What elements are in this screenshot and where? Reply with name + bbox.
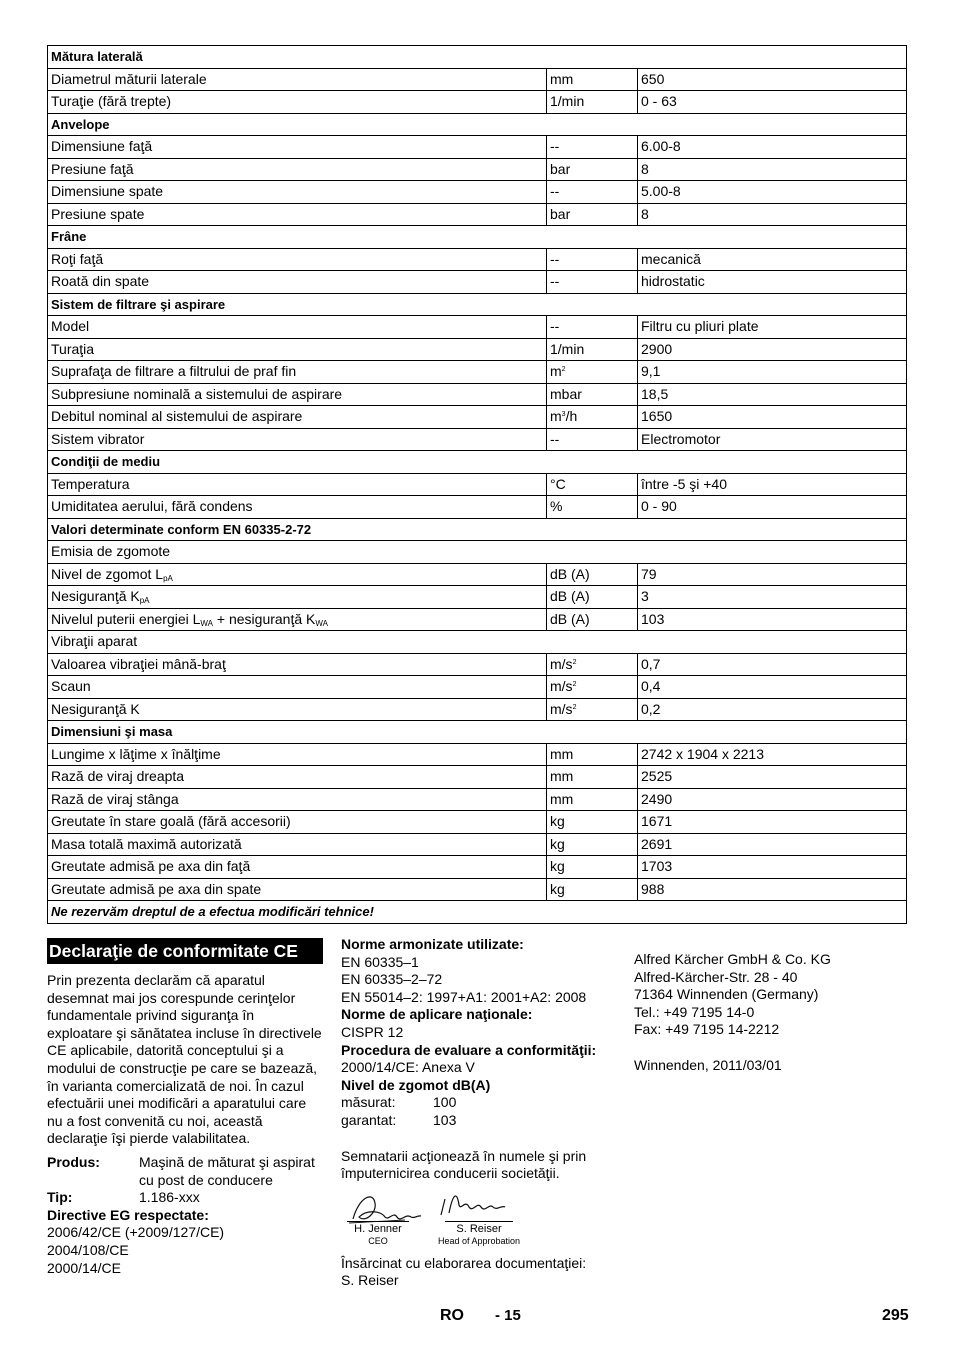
spec-header-cell: Sistem de filtrare şi aspirare	[48, 293, 907, 316]
spec-row	[48, 833, 907, 856]
spec-value-cell: între -5 şi +40	[638, 473, 907, 496]
spec-value-cell: 6.00-8	[638, 136, 907, 159]
spec-header-cell: Emisia de zgomote	[48, 541, 907, 564]
spec-row	[48, 743, 907, 766]
spec-unit-superscript: 2	[561, 366, 566, 374]
signatures-block	[341, 1195, 631, 1255]
spec-unit-cell: --	[547, 428, 638, 451]
spec-value-cell: 1703	[638, 856, 907, 879]
signer1-name: H. Jenner	[347, 1221, 409, 1235]
spec-label-cell: Presiune faţă	[48, 158, 547, 181]
spec-label-cell: Turaţia	[48, 338, 547, 361]
national-value: CISPR 12	[341, 1023, 404, 1040]
spec-row	[48, 316, 907, 339]
declaration-left-column	[47, 938, 322, 1277]
spec-row	[48, 676, 907, 699]
procedure-title: Procedura de evaluare a conformităţii:	[341, 1041, 597, 1058]
spec-value-cell: Filtru cu pliuri plate	[638, 316, 907, 339]
doc-responsible-label: Însărcinat cu elaborarea documentaţiei:	[341, 1254, 587, 1271]
spec-label-cell: Nesiguranţă K	[48, 698, 547, 721]
spec-section-header	[48, 226, 907, 249]
spec-unit-cell: 1/min	[547, 91, 638, 114]
spec-label-cell: Suprafaţa de filtrare a filtrului de praf fin	[48, 361, 547, 384]
spec-unit-superscript: 2	[572, 681, 577, 689]
spec-unit-text: m/s	[550, 678, 573, 695]
spec-label-cell: Masa totală maximă autorizată	[48, 833, 547, 856]
spec-label-cell: Greutate în stare goală (fără accesorii)	[48, 811, 547, 834]
guaranteed-value: 103	[433, 1111, 457, 1128]
spec-value-cell: 8	[638, 203, 907, 226]
norm-item: EN 60335–1	[341, 953, 419, 970]
spec-value-cell: 2490	[638, 788, 907, 811]
spec-label-cell: Presiune spate	[48, 203, 547, 226]
spec-value-cell: 3	[638, 586, 907, 609]
spec-value-cell: 0 - 63	[638, 91, 907, 114]
spec-label-cell: Roată din spate	[48, 271, 547, 294]
signer1-role: CEO	[368, 1235, 388, 1246]
technical-specs-table	[47, 45, 907, 924]
spec-label-cell: Dimensiune spate	[48, 181, 547, 204]
spec-subsection-header	[48, 631, 907, 654]
spec-value-cell: 79	[638, 563, 907, 586]
spec-label-text: Nivelul puterii energiei L	[51, 610, 201, 627]
footer-local-page: - 15	[495, 1307, 521, 1324]
spec-value-cell: 2525	[638, 766, 907, 789]
directives-title: Directive EG respectate:	[47, 1206, 209, 1223]
spec-unit-cell: dB (A)	[547, 608, 638, 631]
spec-header-cell: Valori determinate conform EN 60335-2-72	[48, 518, 907, 541]
spec-unit-cell: bar	[547, 158, 638, 181]
spec-row	[48, 608, 907, 631]
spec-unit-cell: kg	[547, 856, 638, 879]
spec-row	[48, 766, 907, 789]
spec-value-cell: 988	[638, 878, 907, 901]
norm-item: EN 55014–2: 1997+A1: 2001+A2: 2008	[341, 988, 587, 1005]
declaration-title: Declaraţie de conformitate CE	[47, 938, 323, 964]
declaration-middle-column	[341, 936, 631, 1290]
type-label: Tip:	[47, 1189, 73, 1206]
guaranteed-row	[341, 1112, 631, 1130]
spec-label-cell: Rază de viraj stânga	[48, 788, 547, 811]
signature-reiser-icon	[437, 1187, 509, 1223]
spec-unit-cell: --	[547, 271, 638, 294]
spec-label-cell: Greutate admisă pe axa din faţă	[48, 856, 547, 879]
spec-label-text: Nesiguranţă K	[51, 588, 140, 605]
spec-unit-cell: mm	[547, 68, 638, 91]
spec-section-header	[48, 721, 907, 744]
procedure-value: 2000/14/CE: Anexa V	[341, 1059, 475, 1076]
spec-label-text: Nivel de zgomot L	[51, 565, 164, 582]
spec-row	[48, 136, 907, 159]
spec-unit-cell: mm	[547, 743, 638, 766]
spec-unit-cell	[547, 406, 638, 429]
spec-unit-cell	[547, 653, 638, 676]
spec-row	[48, 473, 907, 496]
spec-unit-cell: 1/min	[547, 338, 638, 361]
spec-header-cell: Frâne	[48, 226, 907, 249]
spec-row	[48, 248, 907, 271]
spec-label-cell: Temperatura	[48, 473, 547, 496]
spec-label-cell: Subpresiune nominală a sistemului de aspirare	[48, 383, 547, 406]
norms-title: Norme armonizate utilizate:	[341, 936, 524, 952]
spec-subsection-header	[48, 541, 907, 564]
spec-label-cell	[48, 563, 547, 586]
spec-row	[48, 563, 907, 586]
signer-jenner	[347, 1221, 409, 1246]
spec-value-cell: mecanică	[638, 248, 907, 271]
spec-row	[48, 698, 907, 721]
spec-section-header	[48, 293, 907, 316]
spec-header-cell: Anvelope	[48, 113, 907, 136]
spec-value-cell: 18,5	[638, 383, 907, 406]
spec-row	[48, 788, 907, 811]
spec-unit-cell: dB (A)	[547, 586, 638, 609]
spec-row	[48, 586, 907, 609]
spec-value-cell: 5.00-8	[638, 181, 907, 204]
spec-header-cell: Mătura laterală	[48, 46, 907, 69]
spec-unit-cell: --	[547, 248, 638, 271]
measured-row	[341, 1094, 631, 1112]
spec-value-cell: 9,1	[638, 361, 907, 384]
spec-value-cell: 0,4	[638, 676, 907, 699]
spec-label-cell: Sistem vibrator	[48, 428, 547, 451]
spec-row	[48, 383, 907, 406]
spec-label-cell: Roţi faţă	[48, 248, 547, 271]
spec-unit-cell: mm	[547, 788, 638, 811]
signatories-note: Semnatarii acţionează în numele şi prin împuternicirea conducerii societăţii.	[341, 1147, 587, 1182]
spec-value-cell: 0,2	[638, 698, 907, 721]
spec-label-cell: Model	[48, 316, 547, 339]
spec-row	[48, 856, 907, 879]
type-row	[47, 1189, 322, 1207]
spec-label-subscript: WA	[315, 618, 328, 628]
national-title: Norme de aplicare naţionale:	[341, 1006, 533, 1023]
spec-row	[48, 878, 907, 901]
product-label: Produs:	[47, 1153, 100, 1170]
spec-value-cell: 1650	[638, 406, 907, 429]
spec-row	[48, 271, 907, 294]
spec-section-header	[48, 46, 907, 69]
guaranteed-label: garantat:	[341, 1111, 397, 1128]
spec-unit-cell: kg	[547, 833, 638, 856]
place-date: Winnenden, 2011/03/01	[634, 1056, 782, 1073]
norm-item: EN 60335–2–72	[341, 971, 443, 988]
spec-row	[48, 496, 907, 519]
spec-value-cell: 8	[638, 158, 907, 181]
spec-value-cell: 103	[638, 608, 907, 631]
company-line: Alfred-Kärcher-Str. 28 - 40	[634, 968, 798, 985]
signer2-role: Head of Approbation	[437, 1235, 521, 1246]
company-line: Tel.: +49 7195 14-0	[634, 1003, 755, 1020]
spec-value-cell: 650	[638, 68, 907, 91]
spec-label-cell: Umiditatea aerului, fără condens	[48, 496, 547, 519]
measured-value: 100	[433, 1094, 457, 1111]
spec-label-cell: Scaun	[48, 676, 547, 699]
spec-unit-cell	[547, 361, 638, 384]
spec-header-cell: Ne rezervăm dreptul de a efectua modificări tehnice!	[48, 901, 907, 924]
spec-row	[48, 91, 907, 114]
spec-unit-cell: mm	[547, 766, 638, 789]
spec-unit-superscript: 2	[572, 658, 577, 666]
company-line: Alfred Kärcher GmbH & Co. KG	[634, 951, 831, 967]
spec-value-cell: 1671	[638, 811, 907, 834]
signer-reiser	[431, 1221, 527, 1246]
spec-row	[48, 811, 907, 834]
spec-value-cell: 0,7	[638, 653, 907, 676]
spec-header-cell: Dimensiuni şi masa	[48, 721, 907, 744]
spec-label-cell: Debitul nominal al sistemului de aspirare	[48, 406, 547, 429]
directive-item: 2000/14/CE	[47, 1259, 121, 1276]
spec-section-header	[48, 113, 907, 136]
spec-unit-cell: kg	[547, 878, 638, 901]
type-value: 1.186-xxx	[139, 1189, 200, 1206]
spec-unit-text: /h	[565, 408, 578, 425]
declaration-intro: Prin prezenta declarăm că aparatul desemnat mai jos corespunde cerinţelor fundamentale privind siguranţa în exploatare şi sănătatea incluse în directivele CE aplicabile, datorită conceptului şi a modului de construcţie pe care se bazează, în varianta comercializată de noi. În cazul efectuării unei modificări a aparatului care nu a fost convenită cu noi, această declaraţie îşi pierde valabilitatea.	[47, 972, 322, 1147]
spec-unit-text: m	[550, 408, 562, 425]
spec-unit-cell: kg	[547, 811, 638, 834]
spec-value-cell: 0 - 90	[638, 496, 907, 519]
measured-label: măsurat:	[341, 1094, 396, 1111]
spec-label-text: + nesiguranţă K	[213, 610, 316, 627]
spec-unit-text: m/s	[550, 700, 573, 717]
spec-label-subscript: pA	[139, 596, 150, 606]
doc-responsible-name: S. Reiser	[341, 1272, 399, 1289]
spec-unit-cell	[547, 676, 638, 699]
spec-label-subscript: WA	[200, 618, 214, 628]
spec-footnote	[48, 901, 907, 924]
spec-row	[48, 181, 907, 204]
spec-value-cell: 2900	[638, 338, 907, 361]
spec-value-cell: 2691	[638, 833, 907, 856]
spec-value-cell: hidrostatic	[638, 271, 907, 294]
spec-unit-text: m/s	[550, 655, 573, 672]
signer2-name: S. Reiser	[445, 1221, 513, 1235]
spec-label-cell: Diametrul măturii laterale	[48, 68, 547, 91]
spec-label-cell	[48, 608, 547, 631]
spec-value-cell: Electromotor	[638, 428, 907, 451]
spec-unit-superscript: 2	[572, 703, 577, 711]
spec-header-cell: Vibraţii aparat	[48, 631, 907, 654]
spec-label-cell: Rază de viraj dreapta	[48, 766, 547, 789]
spec-label-cell	[48, 586, 547, 609]
spec-row	[48, 203, 907, 226]
company-line: 71364 Winnenden (Germany)	[634, 986, 819, 1003]
directive-item: 2004/108/CE	[47, 1241, 129, 1258]
directive-item: 2006/42/CE (+2009/127/CE)	[47, 1224, 225, 1241]
noise-title: Nivel de zgomot dB(A)	[341, 1076, 491, 1093]
spec-label-cell: Greutate admisă pe axa din spate	[48, 878, 547, 901]
spec-label-cell: Lungime x lăţime x înălţime	[48, 743, 547, 766]
product-value: Maşină de măturat şi aspirat cu post de conducere	[139, 1153, 315, 1188]
spec-unit-cell: mbar	[547, 383, 638, 406]
spec-row	[48, 158, 907, 181]
spec-label-cell: Dimensiune faţă	[48, 136, 547, 159]
footer-page-number: 295	[882, 1307, 909, 1324]
spec-row	[48, 68, 907, 91]
product-row	[47, 1154, 322, 1189]
spec-row	[48, 361, 907, 384]
spec-unit-cell	[547, 698, 638, 721]
spec-row	[48, 428, 907, 451]
spec-section-header	[48, 451, 907, 474]
spec-header-cell: Condiţii de mediu	[48, 451, 907, 474]
company-address-column	[634, 951, 914, 1075]
spec-unit-cell: dB (A)	[547, 563, 638, 586]
spec-row	[48, 406, 907, 429]
company-line: Fax: +49 7195 14-2212	[634, 1021, 780, 1038]
spec-unit-cell: bar	[547, 203, 638, 226]
spec-unit-cell: --	[547, 181, 638, 204]
spec-unit-text: m	[550, 363, 562, 380]
spec-label-cell: Turaţie (fără trepte)	[48, 91, 547, 114]
spec-unit-superscript: 3	[561, 411, 566, 419]
spec-unit-cell: --	[547, 316, 638, 339]
spec-label-cell: Valoarea vibraţiei mână-braţ	[48, 653, 547, 676]
spec-value-cell: 2742 x 1904 x 2213	[638, 743, 907, 766]
spec-row	[48, 338, 907, 361]
spec-unit-cell: --	[547, 136, 638, 159]
spec-section-header	[48, 518, 907, 541]
footer-language: RO	[440, 1307, 464, 1324]
spec-unit-cell: °C	[547, 473, 638, 496]
spec-label-subscript: pA	[163, 573, 173, 583]
spec-unit-cell: %	[547, 496, 638, 519]
spec-row	[48, 653, 907, 676]
